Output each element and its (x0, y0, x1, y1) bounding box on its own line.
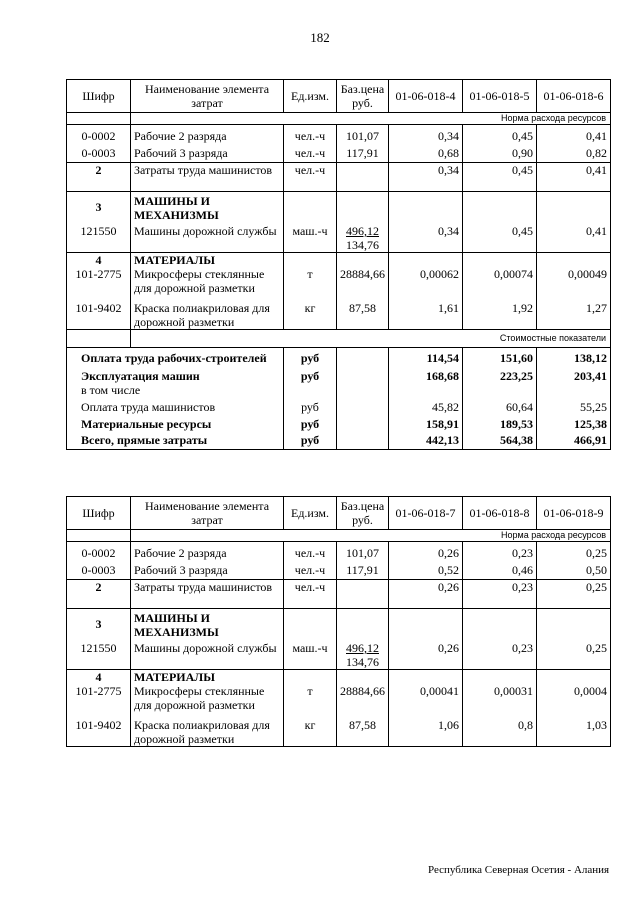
table-row: 121550 Машины дорожной службы маш.-ч 496,12 134,76 0,34 0,45 0,41 (67, 222, 611, 253)
header-price: Баз.цена руб. (337, 80, 389, 113)
footer-region: Республика Северная Осетия - Алания (428, 864, 610, 876)
table-row: Материальные ресурсы руб 158,91 189,53 125,38 (67, 414, 611, 431)
header-unit: Ед.изм. (284, 497, 337, 530)
norm-label: Норма расхода ресурсов (131, 530, 611, 542)
table-row: 101-9402 Краска полиакриловая для дорожной разметки кг 87,58 1,61 1,92 1,27 (67, 295, 611, 330)
header-code-3: 01-06-018-9 (537, 497, 611, 530)
section-materials-row: 4 МАТЕРИАЛЫ (67, 670, 611, 685)
header-code: Шифр (67, 80, 131, 113)
cost-label: Стоимостные показатели (131, 330, 611, 348)
section-machines-row: 3 МАШИНЫ И МЕХАНИЗМЫ (67, 192, 611, 223)
table-row: Оплата труда рабочих-строителей руб 114,54 151,60 138,12 (67, 348, 611, 366)
section-norms-row (67, 530, 611, 542)
table-row: 0-0002 Рабочие 2 разряда чел.-ч 101,07 0,26 0,23 0,25 (67, 542, 611, 561)
page-number: 182 (310, 30, 330, 45)
header-name: Наименование элемента затрат (131, 497, 284, 530)
table-row: 0-0002 Рабочие 2 разряда чел.-ч 101,07 0,34 0,45 0,41 (67, 125, 611, 144)
header-code: Шифр (67, 497, 131, 530)
norms-table-1 (66, 79, 611, 450)
header-code-3: 01-06-018-6 (537, 80, 611, 113)
header-row (67, 80, 611, 113)
table-row: 2 Затраты труда машинистов чел.-ч 0,34 0,45 0,41 (67, 163, 611, 192)
header-row (67, 497, 611, 530)
header-code-1: 01-06-018-7 (389, 497, 463, 530)
table-row: 121550 Машины дорожной службы маш.-ч 496,12 134,76 0,26 0,23 0,25 (67, 639, 611, 670)
table-row: 0-0003 Рабочий 3 разряда чел.-ч 117,91 0,68 0,90 0,82 (67, 143, 611, 163)
header-price: Баз.цена руб. (337, 497, 389, 530)
table-row: Всего, прямые затраты руб 442,13 564,38 466,91 (67, 431, 611, 450)
header-name: Наименование элемента затрат (131, 80, 284, 113)
table-row: Оплата труда машинистов руб 45,82 60,64 55,25 (67, 397, 611, 414)
header-code-1: 01-06-018-4 (389, 80, 463, 113)
table-row: 2 Затраты труда машинистов чел.-ч 0,26 0,23 0,25 (67, 580, 611, 609)
header-code-2: 01-06-018-5 (463, 80, 537, 113)
table-row: Эксплуатация машин в том числе руб 168,68 223,25 203,41 (67, 365, 611, 397)
table-row: 101-2775 Микросферы стеклянные для дорожной разметки т 28884,66 0,00041 0,00031 0,0004 (67, 684, 611, 712)
table-row: 101-9402 Краска полиакриловая для дорожной разметки кг 87,58 1,06 0,8 1,03 (67, 712, 611, 747)
header-code-2: 01-06-018-8 (463, 497, 537, 530)
section-norms-row (67, 113, 611, 125)
norm-label: Норма расхода ресурсов (131, 113, 611, 125)
section-machines-row: 3 МАШИНЫ И МЕХАНИЗМЫ (67, 609, 611, 640)
section-materials-row: 4 МАТЕРИАЛЫ (67, 253, 611, 268)
table-row: 101-2775 Микросферы стеклянные для дорожной разметки т 28884,66 0,00062 0,00074 0,00049 (67, 267, 611, 295)
norms-table-2 (66, 496, 611, 747)
section-costs-row (67, 330, 611, 348)
table-row: 0-0003 Рабочий 3 разряда чел.-ч 117,91 0,52 0,46 0,50 (67, 560, 611, 580)
header-unit: Ед.изм. (284, 80, 337, 113)
